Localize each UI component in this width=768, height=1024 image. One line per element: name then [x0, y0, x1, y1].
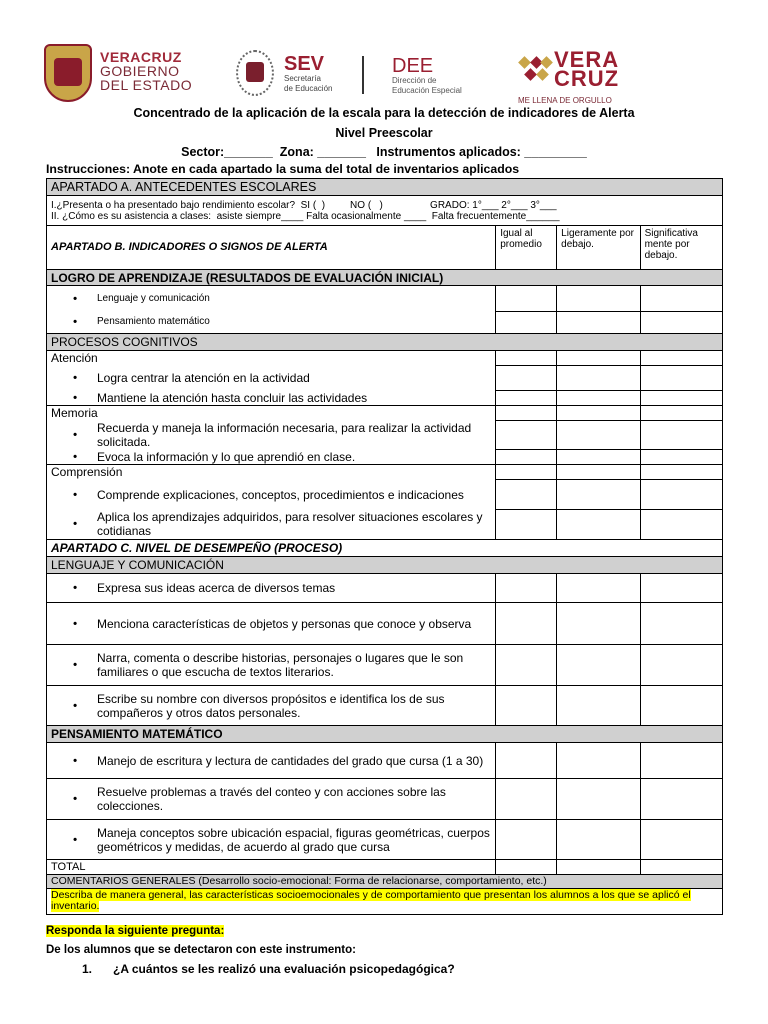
sev-logo: SEV Secretaría de Educación [284, 53, 333, 93]
cell-input[interactable] [557, 421, 640, 450]
veracruz-tagline: ME LLENA DE ORGULLO [518, 96, 612, 105]
cell-input[interactable] [640, 743, 722, 779]
cell-input[interactable] [496, 421, 557, 450]
cell-input[interactable] [640, 574, 722, 603]
table-row: • Maneja conceptos sobre ubicación espacial, figuras geométricas, cuerpos geométricos y medidas, de acuerdo al grado que cursa [47, 820, 723, 860]
header-logos [40, 40, 730, 110]
table-row: • Aplica los aprendizajes adquiridos, para resolver situaciones escolares y cotidianas [47, 510, 723, 540]
table-row: • Pensamiento matemático [47, 312, 723, 334]
table-row: • Escribe su nombre con diversos propósitos e identifica los de sus compañeros y otros datos personales. [47, 686, 723, 726]
cell-input[interactable] [640, 366, 722, 391]
pensamiento-header: PENSAMIENTO MATEMÁTICO [47, 726, 723, 743]
total-label: TOTAL [47, 860, 496, 875]
cell-input[interactable] [496, 391, 557, 406]
apartado-a-questions: I.¿Presenta o ha presentado bajo rendimiento escolar? SI ( ) NO ( ) GRADO: 1°___ 2°___ 3°___ II. ¿Cómo es su asistencia a clases: asiste siempre____ Falta ocasionalmente ____ Falta frecuentemente______ [47, 196, 723, 226]
cell-input[interactable] [640, 450, 722, 465]
table-row: • Recuerda y maneja la información necesaria, para realizar la actividad solicitada. [47, 421, 723, 450]
cell-input[interactable] [496, 480, 557, 510]
evaluation-table [46, 178, 723, 915]
table-row: • Manejo de escritura y lectura de cantidades del grado que cursa (1 a 30) [47, 743, 723, 779]
cell-input[interactable] [557, 480, 640, 510]
cell-input[interactable] [640, 391, 722, 406]
cell-input[interactable] [496, 603, 557, 645]
cell-input[interactable] [640, 286, 722, 312]
table-row: • Narra, comenta o describe historias, personajes o lugares que le son familiares o que escucha de textos literarios. [47, 645, 723, 686]
apartado-c-header: APARTADO C. NIVEL DE DESEMPEÑO (PROCESO) [47, 540, 723, 557]
total-cell[interactable] [496, 860, 557, 875]
col-ligeramente: Ligeramente por debajo. [557, 226, 640, 270]
cell-input[interactable] [640, 510, 722, 540]
cell-input[interactable] [640, 820, 722, 860]
cell-input[interactable] [557, 366, 640, 391]
col-igual-promedio: Igual al promedio [496, 226, 557, 270]
cell-input[interactable] [557, 312, 640, 334]
describa-instruction: Describa de manera general, las características socioemocionales y de comportamiento que presentan los alumnos a los que se aplicó el inventario. [51, 889, 691, 912]
cell-input[interactable] [557, 743, 640, 779]
total-cell[interactable] [557, 860, 640, 875]
memoria-label: Memoria [47, 406, 496, 421]
cell-input[interactable] [496, 743, 557, 779]
comentarios-field[interactable] [47, 889, 723, 915]
dee-logo: DEE Dirección de Educación Especial [392, 55, 462, 95]
cell-input[interactable] [557, 686, 640, 726]
col-significativa: Significativa mente por debajo. [640, 226, 722, 270]
cell-input[interactable] [496, 686, 557, 726]
cell-input[interactable] [557, 286, 640, 312]
table-row: • Logra centrar la atención en la actividad [47, 366, 723, 391]
apartado-b-header: APARTADO B. INDICADORES O SIGNOS DE ALERTA [47, 226, 496, 270]
question-1-number: 1. [82, 962, 93, 976]
cell-input[interactable] [557, 450, 640, 465]
atencion-label: Atención [47, 351, 496, 366]
instructions: Instrucciones: Anote en cada apartado la suma del total de inventarios aplicados [46, 162, 520, 176]
doc-level: Nivel Preescolar [335, 126, 433, 140]
cell-input[interactable] [496, 645, 557, 686]
doc-sector-line: Sector:_______ Zona: _______ Instrumentos aplicados: _________ [181, 145, 587, 159]
cell-input[interactable] [640, 312, 722, 334]
cell-input[interactable] [496, 286, 557, 312]
sev-seal-icon [236, 50, 274, 96]
cell-input[interactable] [496, 820, 557, 860]
table-row: • Resuelve problemas a través del conteo y con acciones sobre las colecciones. [47, 779, 723, 820]
cell-input[interactable] [640, 779, 722, 820]
cell-input[interactable] [496, 779, 557, 820]
cell-input[interactable] [496, 312, 557, 334]
cell-input[interactable] [557, 779, 640, 820]
veracruz-pattern-icon [518, 56, 552, 84]
responda-label: Responda la siguiente pregunta: [46, 925, 225, 937]
table-row: • Comprende explicaciones, conceptos, procedimientos e indicaciones [47, 480, 723, 510]
cell-input[interactable] [557, 510, 640, 540]
cell-input[interactable] [496, 366, 557, 391]
comentarios-header: COMENTARIOS GENERALES (Desarrollo socio-emocional: Forma de relacionarse, comportamiento, etc.) [47, 875, 723, 889]
de-los-alumnos: De los alumnos que se detectaron con este instrumento: [46, 944, 356, 956]
veracruz-seal-icon [44, 44, 92, 102]
apartado-a-header: APARTADO A. ANTECEDENTES ESCOLARES [47, 179, 723, 196]
doc-title: Concentrado de la aplicación de la escala para la detección de indicadores de Alerta [133, 106, 635, 120]
table-row: • Expresa sus ideas acerca de diversos temas [47, 574, 723, 603]
total-cell[interactable] [640, 860, 722, 875]
veracruz-logo: VERA CRUZ [554, 47, 620, 91]
cell-input[interactable] [496, 510, 557, 540]
logro-header: LOGRO DE APRENDIZAJE (RESULTADOS DE EVALUACIÓN INICIAL) [47, 270, 723, 286]
cell-input[interactable] [640, 421, 722, 450]
lenguaje-header: LENGUAJE Y COMUNICACIÓN [47, 557, 723, 574]
table-row: • Menciona características de objetos y personas que conoce y observa [47, 603, 723, 645]
procesos-header: PROCESOS COGNITIVOS [47, 334, 723, 351]
cell-input[interactable] [557, 645, 640, 686]
cell-input[interactable] [496, 450, 557, 465]
cell-input[interactable] [496, 574, 557, 603]
cell-input[interactable] [557, 603, 640, 645]
cell-input[interactable] [557, 820, 640, 860]
table-row: • Lenguaje y comunicación [47, 286, 723, 312]
table-row: • Mantiene la atención hasta concluir las actividades [47, 391, 723, 406]
cell-input[interactable] [557, 391, 640, 406]
cell-input[interactable] [640, 480, 722, 510]
logo-separator [362, 56, 364, 94]
comprension-label: Comprensión [47, 465, 496, 480]
question-1: ¿A cuántos se les realizó una evaluación psicopedagógica? [113, 962, 455, 976]
veracruz-gobierno-logo: VERACRUZ GOBIERNO DEL ESTADO [100, 49, 193, 93]
cell-input[interactable] [640, 645, 722, 686]
cell-input[interactable] [557, 574, 640, 603]
cell-input[interactable] [640, 686, 722, 726]
table-row: • Evoca la información y lo que aprendió en clase. [47, 450, 723, 465]
cell-input[interactable] [640, 603, 722, 645]
